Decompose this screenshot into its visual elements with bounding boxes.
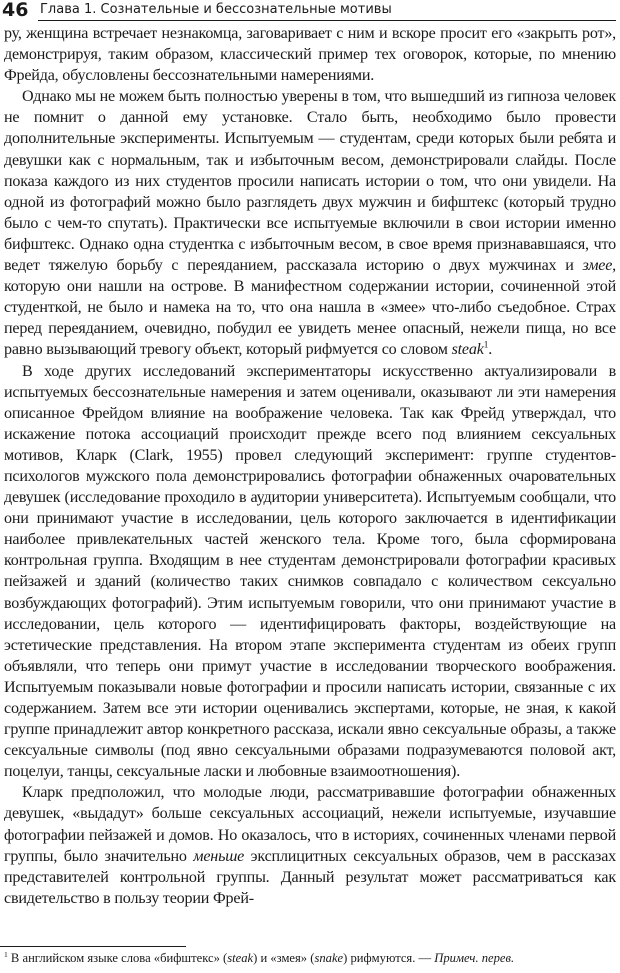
footnote-italic: snake — [314, 951, 344, 965]
footnote-rule — [0, 946, 186, 947]
italic-term: steak — [451, 341, 484, 359]
paragraph-text: Кларк предположил, что молодые люди, рассматривавшие фотографии обнаженных девушек, «выдадут» больше сексуальных ассоциаций, нежели испытуемые, изучавшие фотографии пейзажей и домов. Но оказалось, что в историях, сочиненных членами первой группы, было значительно — [4, 784, 616, 865]
paragraph-text: Однако мы не можем быть полностью уверены в том, что вышедший из гипноза человек не помнит о данной ему установке. Стало быть, необходимо было провести дополнительные эксперименты. Испытуемым — студентам, среди которых были ребята и девушки как с нормальным, так и избыточным весом, демонстрировали слайды. После показа каждого из них студентов просили написать истории о том, что они увидели. На одной из фотографий можно было разглядеть двух мужчин и бифштекс (который трудно было с чем-то спутать). Практически все испытуемые включили в свои истории именно бифштекс. Однако одна студентка с избыточным весом, в свое время признававшаяся, что ведет тяжелую борьбу с переяданием, рассказала историю о двух мужчинах и — [4, 88, 616, 275]
page-number: 46 — [2, 0, 29, 21]
paragraph-3 — [4, 361, 616, 783]
paragraph-text: . — [488, 341, 493, 359]
paragraph-text: эксплицитных сексуальных образов, чем в рассказах представителей контрольной группы. Данный результат может рассматриваться как свидетельство в пользу теории Фрей- — [4, 847, 617, 907]
footnote-text: ) рифмуются. — — [343, 951, 435, 965]
footnote-italic: Примеч. перев. — [434, 951, 515, 965]
paragraph-2 — [4, 86, 616, 360]
footnote-text: ) и «змея» ( — [253, 951, 315, 965]
paragraph-text: В ходе других исследований экспериментаторы искусственно актуализировали в испытуемых бессознательные намерения и затем оценивали, оказывают ли эти намерения описанное Фрейдом влияние на воображение человека. Так как Фрейд утверждал, что искажение потока ассоциаций происходит прежде всего под влиянием сексуальных мотивов, Кларк (Clark, 1955) провел следующий эксперимент: группе студентов-психологов мужского пола демонстрировались фотографии обнаженных очаровательных девушек (исследование проходило в аудитории университета). Испытуемым сообщали, что они принимают участие в исследовании, цель которого заключается в идентификации наиболее привлекательных частей женского тела. Кроме того, была сформирована контрольная группа. Входящим в нее студентам демонстрировали фотографии красивых пейзажей и зданий (количество таких снимков совпадало с количеством сексуально возбуждающих фотографий). Этим испытуемым говорили, что они принимают участие в исследовании, цель которого — идентифицировать факторы, воздействующие на эстетические представления. На втором этапе эксперимента студентам из обеих групп объявляли, что теперь они примут участие в исследовании творческого воображения. Испытуемым показывали новые фотографии и просили написать истории, связанные с их содержанием. Затем все эти истории оценивались экспертами, которые, не зная, к какой группе принадлежит автор конкретного рассказа, искали явно сексуальные образы, а также сексуальные символы (под явно сексуальными образами подразумеваются половой акт, поцелуи, танцы, сексуальные ласки и любовные взаимоотношения). — [4, 362, 616, 781]
italic-term: меньше — [193, 847, 245, 865]
footnote-text: В английском языке слова «бифштекс» ( — [7, 951, 228, 965]
chapter-title: Глава 1. Сознательные и бессознательные мотивы — [40, 2, 392, 17]
paragraph-4 — [4, 782, 616, 909]
paragraph-1 — [4, 23, 616, 86]
footnote-ref[interactable]: 1 — [483, 340, 489, 352]
footnote-marker: 1 — [4, 949, 8, 959]
body-text — [4, 23, 616, 909]
paragraph-text: , которую они нашли на острове. В манифестном содержании истории, сочиненной этой студенткой, не было и намека на то, что она нашла в «змее» что-либо съедобное. Страх перед переяданием, очевидно, побудил ее увидеть менее опасный, нежели пища, но все равно вызывающий тревогу объект, который рифмуется со словом — [4, 257, 616, 359]
paragraph-text: ру, женщина встречает незнакомца, заговаривает с ним и вскоре просит его «закрыть рот», демонстрируя, таким образом, классический пример тех оговорок, которые, по мнению Фрейда, обусловлены бессознательными намерениями. — [4, 25, 616, 85]
footnote — [4, 950, 616, 966]
italic-term: змее — [582, 257, 613, 275]
header-rule — [38, 20, 616, 21]
footnote-italic: steak — [227, 951, 254, 965]
running-header — [0, 0, 620, 22]
